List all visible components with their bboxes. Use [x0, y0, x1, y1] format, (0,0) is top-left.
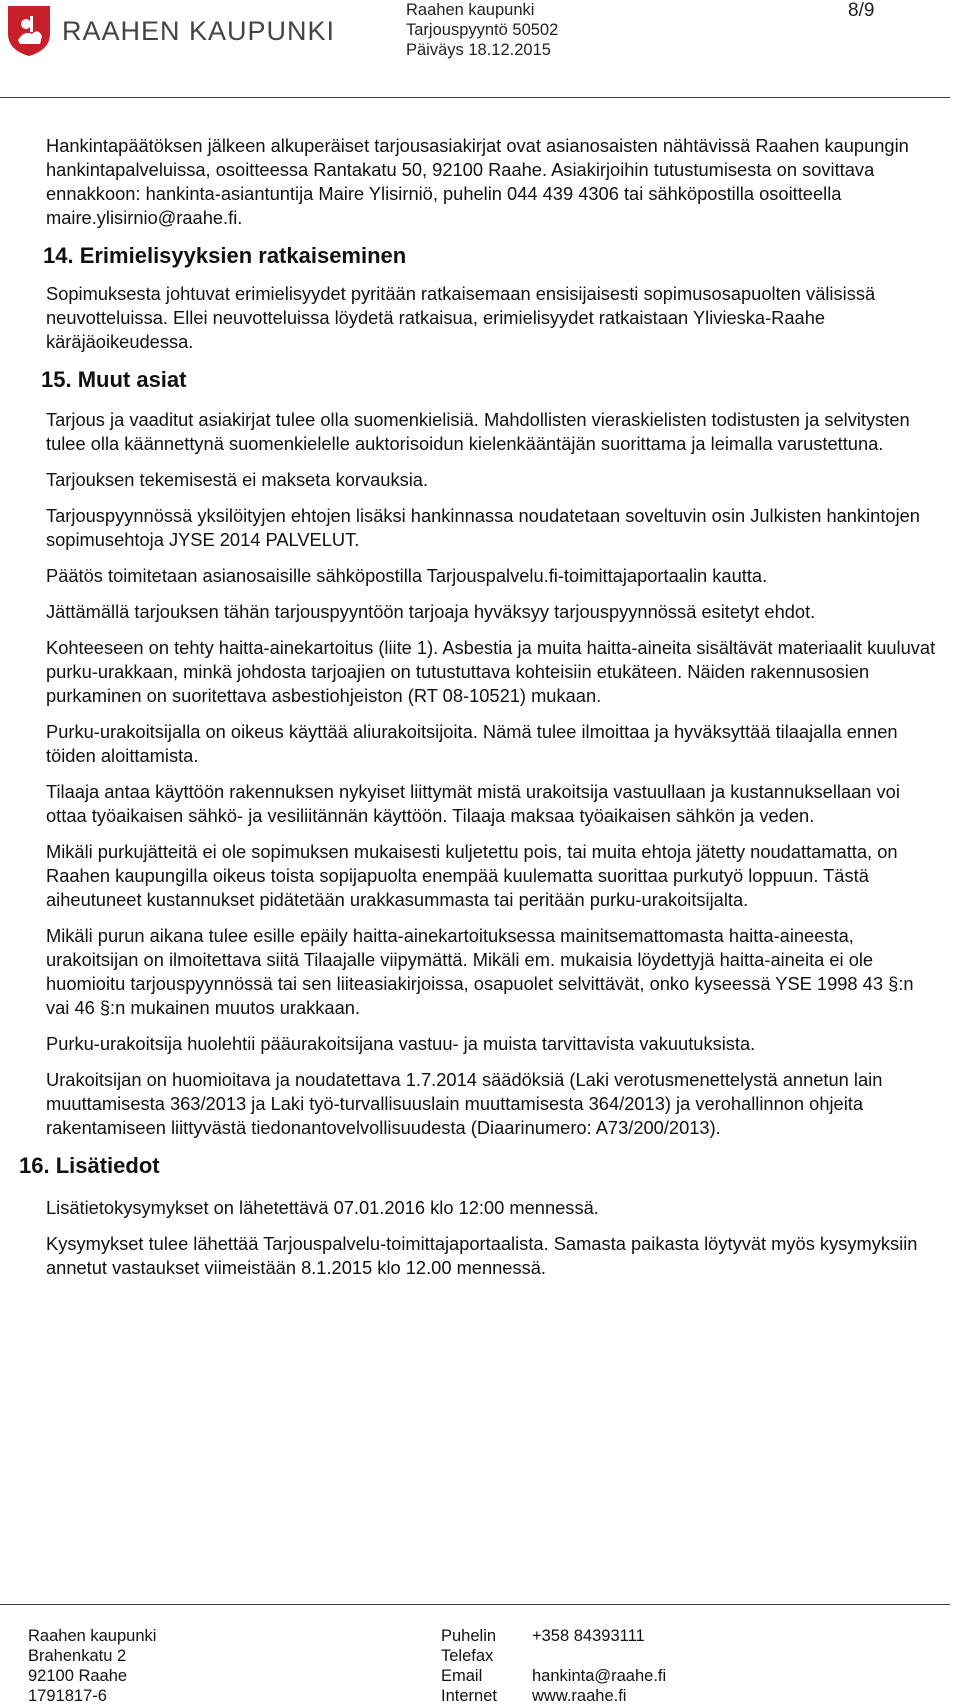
section-16-heading: 16. Lisätiedot — [19, 1153, 160, 1178]
intro-paragraph: Hankintapäätöksen jälkeen alkuperäiset tarjousasiakirjat ovat asianosaisten nähtävissä Raahen kaupungin hankintapalveluissa, osoitteessa Rantakatu 50, 92100 Raahe. Asiakirjoihin tutustumisesta on sovittava ennakkoon: hankinta-asiantuntija Maire Ylisirniö, puhelin 044 439 4306 tai sähköpostilla osoitteella maire.ylisirnio@raahe.fi. — [46, 135, 909, 228]
section-15-paragraph: Tarjous ja vaaditut asiakirjat tulee olla suomenkielisiä. Mahdollisten vieraskielisten todistusten ja selvitysten tulee olla käännettynä suomenkielelle auktorisoidun kielenkääntäjän suorittama ja leimalla varustettuna. — [46, 409, 910, 454]
footer-org: Raahen kaupunki — [28, 1627, 157, 1645]
page-header — [0, 0, 960, 100]
section-15-paragraph: Urakoitsijan on huomioitava ja noudatettava 1.7.2014 säädöksiä (Laki verotusmenettelystä annetun lain muuttamisesta 363/2013 ja Laki työ-turvallisuuslain muuttamisesta 364/2013) ja verohallinnon ohjeita rakentamiseen liittyvästä tiedonantovelvollisuudesta (Diaarinumero: A73/200/2013). — [46, 1069, 883, 1138]
footer-fax — [532, 1646, 666, 1666]
footer-label-fax: Telefax — [441, 1647, 494, 1665]
section-15-paragraph: Tarjouksen tekemisestä ei makseta korvauksia. — [46, 469, 429, 490]
logo-text: RAAHEN KAUPUNKI — [62, 15, 336, 46]
page-number: 8/9 — [848, 0, 875, 21]
section-15-paragraph: Tarjouspyynnössä yksilöityjen ehtojen lisäksi hankinnassa noudatetaan soveltuvin osin Julkisten hankintojen sopimusehtoja JYSE 2014 PALVELUT. — [46, 505, 920, 550]
section-15-heading: 15. Muut asiat — [41, 367, 187, 392]
section-15-paragraph: Mikäli purkujätteitä ei ole sopimuksen mukaisesti kuljetettu pois, tai muita ehtoja jätetty noudattamatta, on Raahen kaupungilla oikeus toista sopijapuolta enempää kuulematta suorittaa purkutyö loppuun. Tästä aiheutuneet kustannukset pidätetään urakkasummasta tai peritään purku-urakoitsijalta. — [46, 841, 898, 910]
footer-labels — [441, 1626, 497, 1706]
coat-of-arms-icon — [6, 4, 52, 58]
footer-email-link[interactable]: hankinta@raahe.fi — [532, 1667, 667, 1685]
document-body — [19, 134, 936, 1292]
section-16-paragraph: Kysymykset tulee lähettää Tarjouspalvelu-toimittajaportaalista. Samasta paikasta löytyvät myös kysymyksiin annetut vastaukset viimeistään 8.1.2015 klo 12.00 mennessä. — [46, 1233, 918, 1278]
footer-website-link[interactable]: www.raahe.fi — [532, 1687, 627, 1705]
section-15-paragraph: Tilaaja antaa käyttöön rakennuksen nykyiset liittymät mistä urakoitsija vastuullaan ja kustannuksellaan voi ottaa työaikaisen sähkö- ja vesiliitännän käyttöön. Tilaaja maksaa työaikaisen sähkön ja veden. — [46, 781, 900, 826]
footer-street: Brahenkatu 2 — [28, 1647, 127, 1665]
header-reference: Tarjouspyyntö 50502 — [406, 21, 559, 39]
section-14-heading: 14. Erimielisyyksien ratkaiseminen — [43, 243, 407, 268]
section-15-paragraph: Mikäli purun aikana tulee esille epäily haitta-ainekartoituksessa mainitsemattomasta haitta-aineesta, urakoitsijan on ilmoitettava siitä Tilaajalle viipymättä. Mikäli em. mukaisia löydettyjä haitta-aineita ei ole huomioitu tarjouspyynnössä tai sen liiteasiakirjoissa, osapuolet selvittävät, onko kyseessä YSE 1998 43 §:n vai 46 §:n mukainen muutos urakkaan. — [46, 925, 914, 1018]
city-logo — [6, 4, 335, 58]
section-15-paragraph: Jättämällä tarjouksen tähän tarjouspyyntöön tarjoaja hyväksyy tarjouspyynnössä esitetyt ehdot. — [46, 601, 816, 622]
footer-divider — [0, 1604, 950, 1605]
section-15-paragraph: Purku-urakoitsija huolehtii pääurakoitsijana vastuu- ja muista tarvittavista vakuutuksista. — [46, 1033, 756, 1054]
header-divider — [0, 97, 950, 98]
footer-postal: 92100 Raahe — [28, 1667, 128, 1685]
footer-label-internet: Internet — [441, 1687, 497, 1705]
footer-values — [532, 1626, 666, 1706]
footer-label-email: Email — [441, 1667, 483, 1685]
header-date: Päiväys 18.12.2015 — [406, 41, 551, 59]
footer-address — [28, 1626, 156, 1706]
footer-label-phone: Puhelin — [441, 1627, 497, 1645]
footer-phone: +358 84393111 — [532, 1627, 645, 1645]
section-14-text: Sopimuksesta johtuvat erimielisyydet pyritään ratkaisemaan ensisijaisesti sopimusosapuolten välisissä neuvotteluissa. Ellei neuvotteluissa löydetä ratkaisua, erimielisyydet ratkaistaan Ylivieska-Raahe käräjäoikeudessa. — [46, 283, 876, 352]
section-16-paragraph: Lisätietokysymykset on lähetettävä 07.01.2016 klo 12:00 mennessä. — [46, 1197, 599, 1218]
section-15-paragraph: Päätös toimitetaan asianosaisille sähköpostilla Tarjouspalvelu.fi-toimittajaportaalin kautta. — [46, 565, 768, 586]
footer-business-id: 1791817-6 — [28, 1687, 107, 1705]
section-15-paragraph: Purku-urakoitsijalla on oikeus käyttää aliurakoitsijoita. Nämä tulee ilmoittaa ja hyväksyttää tilaajalla ennen töiden aloittamista. — [46, 721, 898, 766]
header-info — [406, 0, 558, 60]
header-org: Raahen kaupunki — [406, 1, 535, 19]
section-15-paragraph: Kohteeseen on tehty haitta-ainekartoitus (liite 1). Asbestia ja muita haitta-aineita sisältävät materiaalit kuuluvat purku-urakkaan, minkä johdosta tarjoajien on tutustuttava kohteisiin etukäteen. Näiden rakennusosien purkaminen on suoritettava asbestiohjeiston (RT 08-10521) mukaan. — [46, 637, 936, 706]
